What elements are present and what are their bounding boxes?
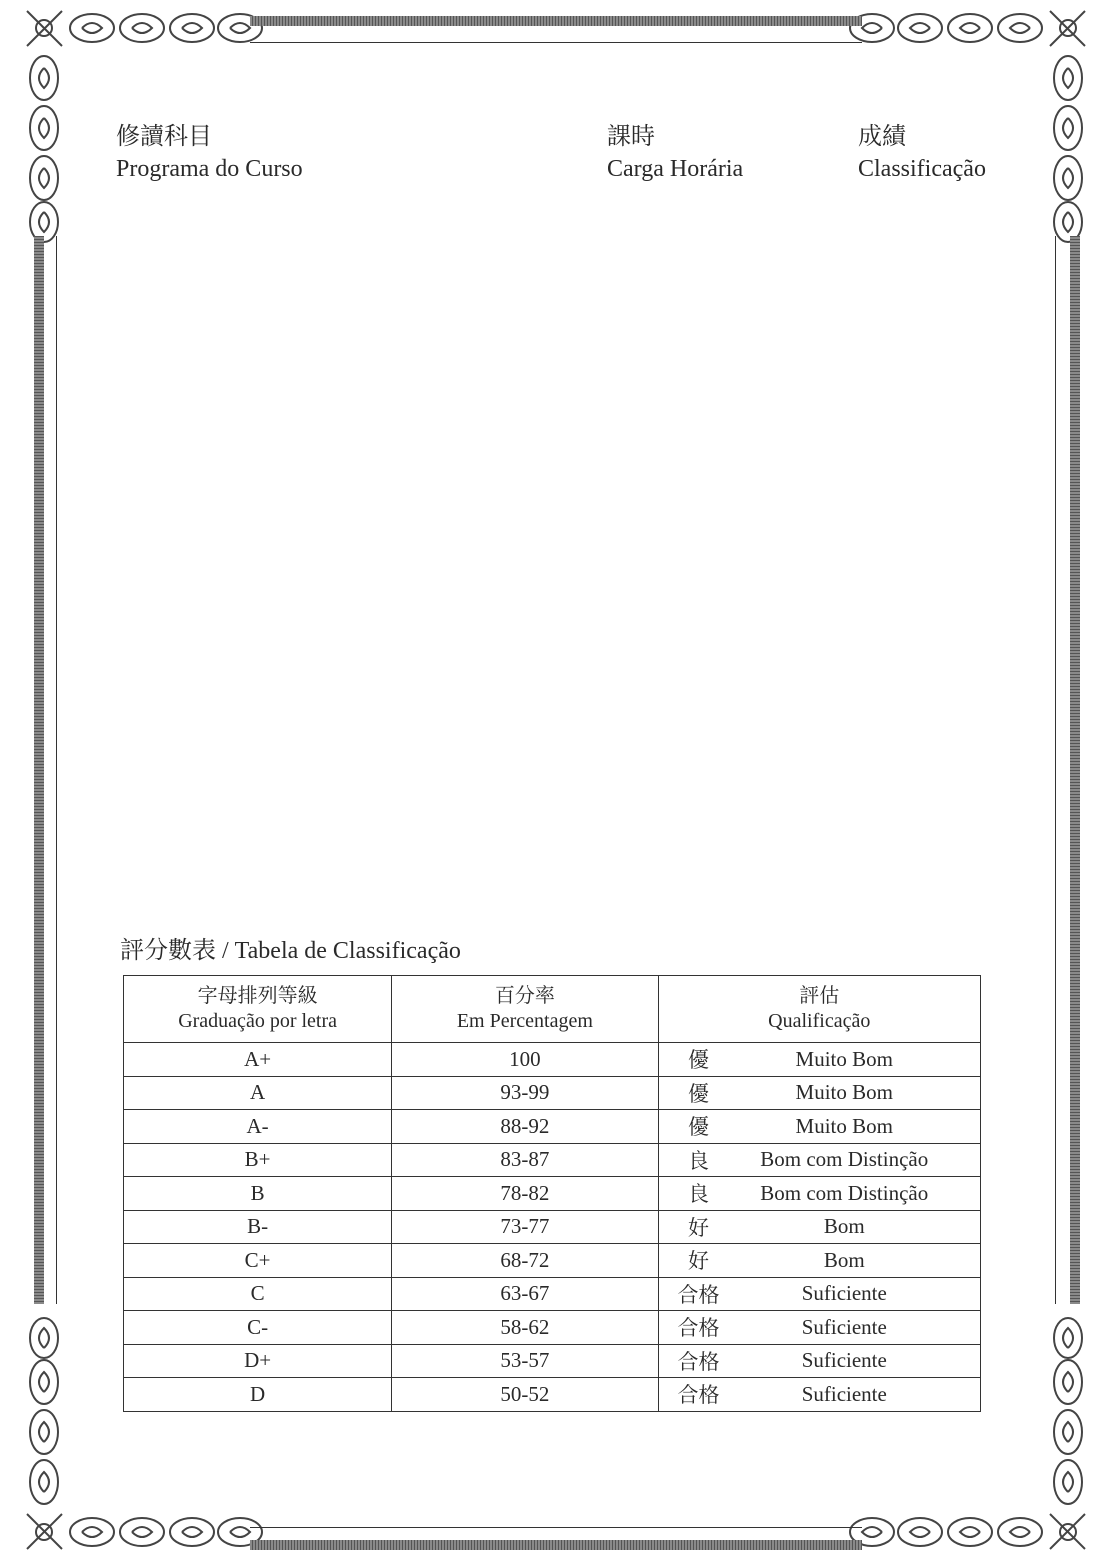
qualification-zh: 優 xyxy=(688,1115,710,1140)
qualification-pt: Suficiente xyxy=(801,1348,887,1373)
cell-letter-grade: A- xyxy=(124,1110,392,1144)
column-header-letter xyxy=(124,976,392,1043)
cell-qualification xyxy=(658,1210,980,1244)
border-rule-bottom xyxy=(250,1540,862,1550)
qualification-zh: 優 xyxy=(688,1081,710,1106)
table-row xyxy=(124,1043,981,1077)
qualification-pt: Suficiente xyxy=(801,1281,887,1306)
qualification-pt: Suficiente xyxy=(801,1314,887,1339)
qualification-zh: 好 xyxy=(688,1249,710,1274)
header-grade-pt: Classificação xyxy=(858,156,986,182)
table-row xyxy=(124,1143,981,1177)
header-hours-zh: 課時 xyxy=(607,124,655,150)
header-course-zh: 修讀科目 xyxy=(116,124,212,150)
cell-percentage: 63-67 xyxy=(392,1277,658,1311)
cell-percentage: 73-77 xyxy=(392,1210,658,1244)
qualification-zh: 良 xyxy=(688,1182,710,1207)
border-line-bottom xyxy=(250,1527,862,1528)
qualification-pt: Bom com Distinção xyxy=(760,1180,929,1205)
border-rule-left xyxy=(34,236,44,1304)
table-body xyxy=(124,1043,981,1412)
cell-qualification xyxy=(658,1043,980,1077)
header-hours-pt: Carga Horária xyxy=(607,156,744,182)
qualification-zh: 好 xyxy=(688,1215,710,1240)
column-header-pt: Graduação por letra xyxy=(178,1010,338,1032)
cell-percentage: 100 xyxy=(392,1043,658,1077)
table-row xyxy=(124,1378,981,1412)
table-row xyxy=(124,1311,981,1345)
cell-percentage: 78-82 xyxy=(392,1177,658,1211)
cell-percentage: 58-62 xyxy=(392,1311,658,1345)
column-header-qualification xyxy=(658,976,980,1043)
cell-letter-grade: B xyxy=(124,1177,392,1211)
qualification-zh: 合格 xyxy=(677,1316,720,1341)
column-header-pt: Em Percentagem xyxy=(456,1010,593,1032)
cell-percentage: 68-72 xyxy=(392,1244,658,1278)
qualification-zh: 良 xyxy=(688,1148,710,1173)
qualification-pt: Muito Bom xyxy=(795,1046,893,1071)
cell-qualification xyxy=(658,1076,980,1110)
cell-letter-grade: A+ xyxy=(124,1043,392,1077)
cell-qualification xyxy=(658,1378,980,1412)
qualification-pt: Bom com Distinção xyxy=(760,1147,929,1172)
table-row xyxy=(124,1177,981,1211)
border-rule-right xyxy=(1070,236,1080,1304)
qualification-pt: Suficiente xyxy=(801,1381,887,1406)
cell-qualification xyxy=(658,1311,980,1345)
cell-percentage: 88-92 xyxy=(392,1110,658,1144)
cell-qualification xyxy=(658,1277,980,1311)
header-course xyxy=(116,121,303,185)
cell-letter-grade: D+ xyxy=(124,1344,392,1378)
cell-percentage: 93-99 xyxy=(392,1076,658,1110)
header-hours xyxy=(607,121,743,185)
grading-table xyxy=(123,975,981,1412)
table-row xyxy=(124,1076,981,1110)
qualification-pt: Muito Bom xyxy=(795,1113,893,1138)
cell-letter-grade: B- xyxy=(124,1210,392,1244)
border-line-left xyxy=(56,236,57,1304)
qualification-pt: Muito Bom xyxy=(795,1080,893,1105)
table-row xyxy=(124,1210,981,1244)
qualification-zh: 合格 xyxy=(677,1349,720,1374)
header-grade-zh: 成績 xyxy=(858,124,906,150)
table-row xyxy=(124,1244,981,1278)
cell-percentage: 83-87 xyxy=(392,1143,658,1177)
column-header-zh: 評估 xyxy=(799,985,840,1007)
table-header-row xyxy=(124,976,981,1043)
column-header-percent xyxy=(392,976,658,1043)
cell-qualification xyxy=(658,1110,980,1144)
cell-letter-grade: B+ xyxy=(124,1143,392,1177)
cell-qualification xyxy=(658,1244,980,1278)
border-rule-top xyxy=(250,16,862,26)
qualification-zh: 合格 xyxy=(677,1282,720,1307)
qualification-pt: Bom xyxy=(823,1247,865,1272)
cell-letter-grade: D xyxy=(124,1378,392,1412)
cell-percentage: 50-52 xyxy=(392,1378,658,1412)
cell-percentage: 53-57 xyxy=(392,1344,658,1378)
column-header-pt: Qualificação xyxy=(768,1010,871,1032)
cell-letter-grade: C- xyxy=(124,1311,392,1345)
table-row xyxy=(124,1344,981,1378)
table-row xyxy=(124,1110,981,1144)
qualification-pt: Bom xyxy=(823,1214,865,1239)
cell-letter-grade: A xyxy=(124,1076,392,1110)
cell-qualification xyxy=(658,1177,980,1211)
column-header-zh: 百分率 xyxy=(494,985,555,1007)
column-header-zh: 字母排列等級 xyxy=(197,985,318,1007)
cell-letter-grade: C+ xyxy=(124,1244,392,1278)
header-grade xyxy=(858,121,986,185)
cell-qualification xyxy=(658,1344,980,1378)
border-line-top xyxy=(250,42,862,43)
border-line-right xyxy=(1055,236,1056,1304)
qualification-zh: 合格 xyxy=(677,1383,720,1408)
grading-table-title: 評分數表 / Tabela de Classificação xyxy=(120,938,461,964)
cell-qualification xyxy=(658,1143,980,1177)
table-row xyxy=(124,1277,981,1311)
qualification-zh: 優 xyxy=(688,1048,710,1073)
header-course-pt: Programa do Curso xyxy=(116,156,303,182)
cell-letter-grade: C xyxy=(124,1277,392,1311)
